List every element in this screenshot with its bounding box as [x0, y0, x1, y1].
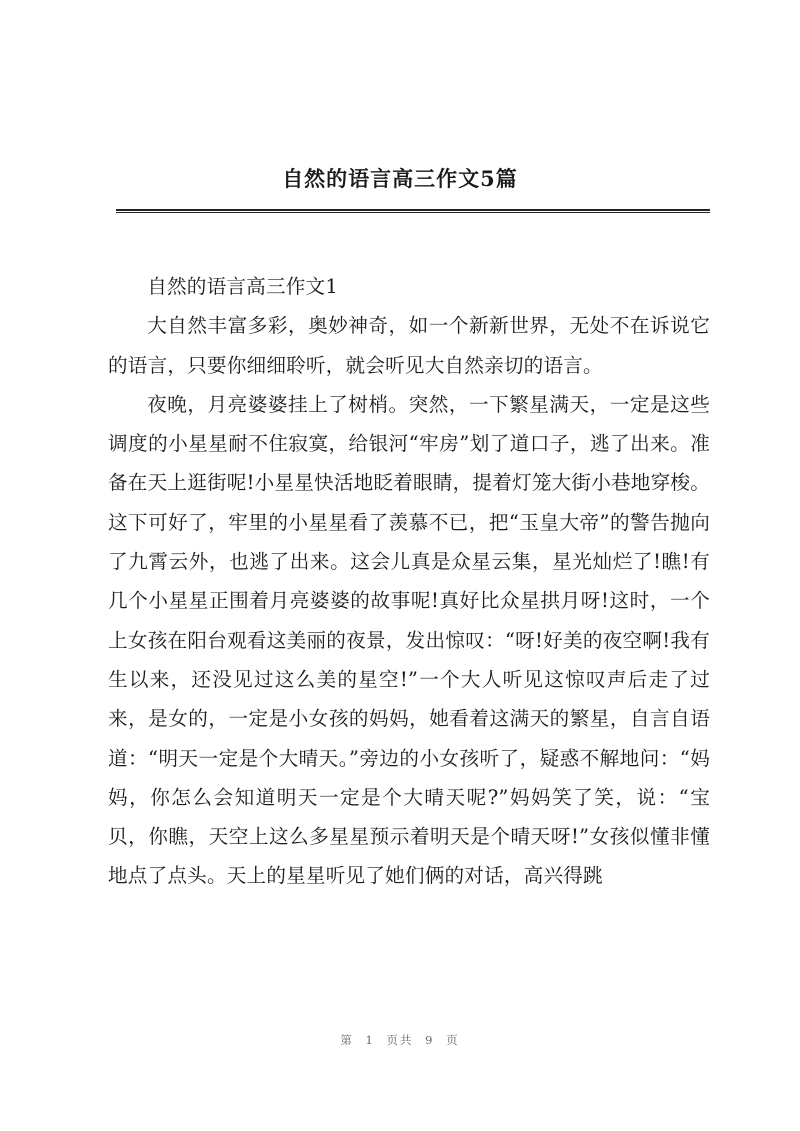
- section-heading: 自然的语言高三作文1: [147, 275, 338, 298]
- document-body: [108, 267, 710, 896]
- paragraph: 夜晚，月亮婆婆挂上了树梢。突然，一下繁星满天，一定是这些调度的小星星耐不住寂寞，给银河“牢房”划了道口子，逃了出来。准备在天上逛街呢!小星星快活地眨着眼睛，提着灯笼大街小巷地穿梭。这下可好了，牢里的小星星看了羡慕不已，把“玉皇大帝”的警告抛向了九霄云外，也逃了出来。这会儿真是众星云集，星光灿烂了!瞧!有几个小星星正围着月亮婆婆的故事呢!真好比众星拱月呀!这时，一个上女孩在阳台观看这美丽的夜景，发出惊叹：“呀!好美的夜空啊!我有生以来，还没见过这么美的星空!”一个大人听见这惊叹声后走了过来，是女的，一定是小女孩的妈妈，她看着这满天的繁星，自言自语道：“明天一定是个大晴天。”旁边的小女孩听了，疑惑不解地问：“妈妈，你怎么会知道明天一定是个大晴天呢?”妈妈笑了笑，说：“宝贝，你瞧，天空上这么多星星预示着明天是个晴天呀!”女孩似懂非懂地点了点头。天上的星星听见了她们俩的对话，高兴得跳: [108, 392, 710, 888]
- title-divider: [116, 209, 710, 213]
- paragraph: 大自然丰富多彩，奥妙神奇，如一个新新世界，无处不在诉说它的语言，只要你细细聆听，就会听见大自然亲切的语言。: [108, 314, 710, 377]
- page-title: 自然的语言高三作文5篇: [282, 166, 518, 191]
- page-number: 第 1 页共 9 页: [340, 1033, 460, 1047]
